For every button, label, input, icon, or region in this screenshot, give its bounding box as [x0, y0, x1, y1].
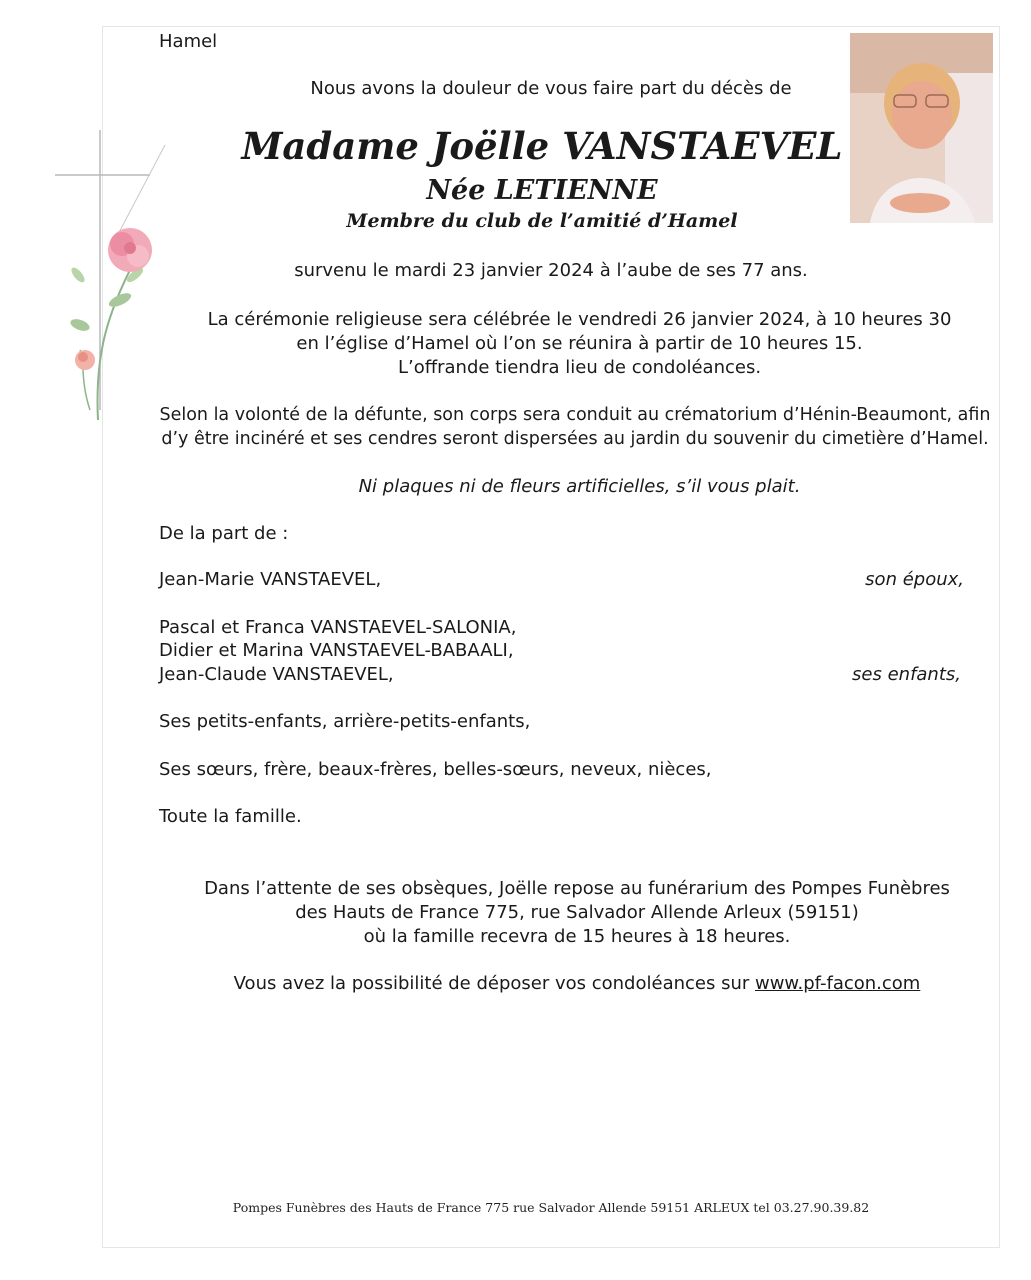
cremation-line-2: d’y être incinéré et ses cendres seront dispersées au jardin du souvenir du cimetière d’Hamel. [161, 429, 989, 449]
member-line: Membre du club de l’amitié d’Hamel [346, 210, 738, 232]
all-family-line: Toute la famille. [159, 806, 302, 827]
spouse-name: Jean-Marie VANSTAEVEL, [159, 569, 382, 590]
condolences-link[interactable]: www.pf-facon.com [754, 973, 921, 994]
spouse-role: son époux, [865, 569, 964, 590]
grandchildren-line: Ses petits-enfants, arrière-petits-enfants, [159, 711, 531, 732]
death-line: survenu le mardi 23 janvier 2024 à l’aube de ses 77 ans. [294, 260, 808, 281]
maiden-name: Née LETIENNE [426, 175, 658, 206]
no-flowers-note: Ni plaques ni de fleurs artificielles, s’il vous plait. [358, 476, 801, 497]
cremation-line-1: Selon la volonté de la défunte, son corps sera conduit au crématorium d’Hénin-Beaumont, afin [159, 405, 991, 425]
ceremony-line-1: La cérémonie religieuse sera célébrée le vendredi 26 janvier 2024, à 10 heures 30 [207, 309, 952, 330]
deceased-name: Madame Joëlle VANSTAEVEL [241, 124, 843, 168]
condolences-text: Vous avez la possibilité de déposer vos condoléances sur [233, 973, 755, 994]
footer-address: Pompes Funèbres des Hauts de France 775 rue Salvador Allende 59151 ARLEUX tel 03.27.90.39.82 [232, 1200, 870, 1215]
intro-text: Nous avons la douleur de vous faire part du décès de [310, 78, 792, 99]
condolences-line [102, 973, 1031, 995]
siblings-line: Ses sœurs, frère, beaux-frères, belles-sœurs, neveux, nièces, [159, 759, 712, 780]
child-name: Jean-Claude VANSTAEVEL, [159, 664, 394, 685]
child-name: Pascal et Franca VANSTAEVEL-SALONIA, [159, 617, 517, 638]
ceremony-line-2: en l’église d’Hamel où l’on se réunira à partir de 10 heures 15. [296, 333, 863, 354]
funeral-home-line-3: où la famille recevra de 15 heures à 18 heures. [363, 926, 791, 947]
child-name: Didier et Marina VANSTAEVEL-BABAALI, [159, 640, 514, 661]
ceremony-line-3: L’offrande tiendra lieu de condoléances. [397, 357, 762, 378]
children-role: ses enfants, [852, 664, 961, 685]
town-label: Hamel [159, 31, 218, 52]
family-intro: De la part de : [159, 523, 289, 544]
funeral-home-line-1: Dans l’attente de ses obsèques, Joëlle repose au funérarium des Pompes Funèbres [204, 878, 950, 899]
funeral-home-line-2: des Hauts de France 775, rue Salvador Allende Arleux (59151) [295, 902, 859, 923]
